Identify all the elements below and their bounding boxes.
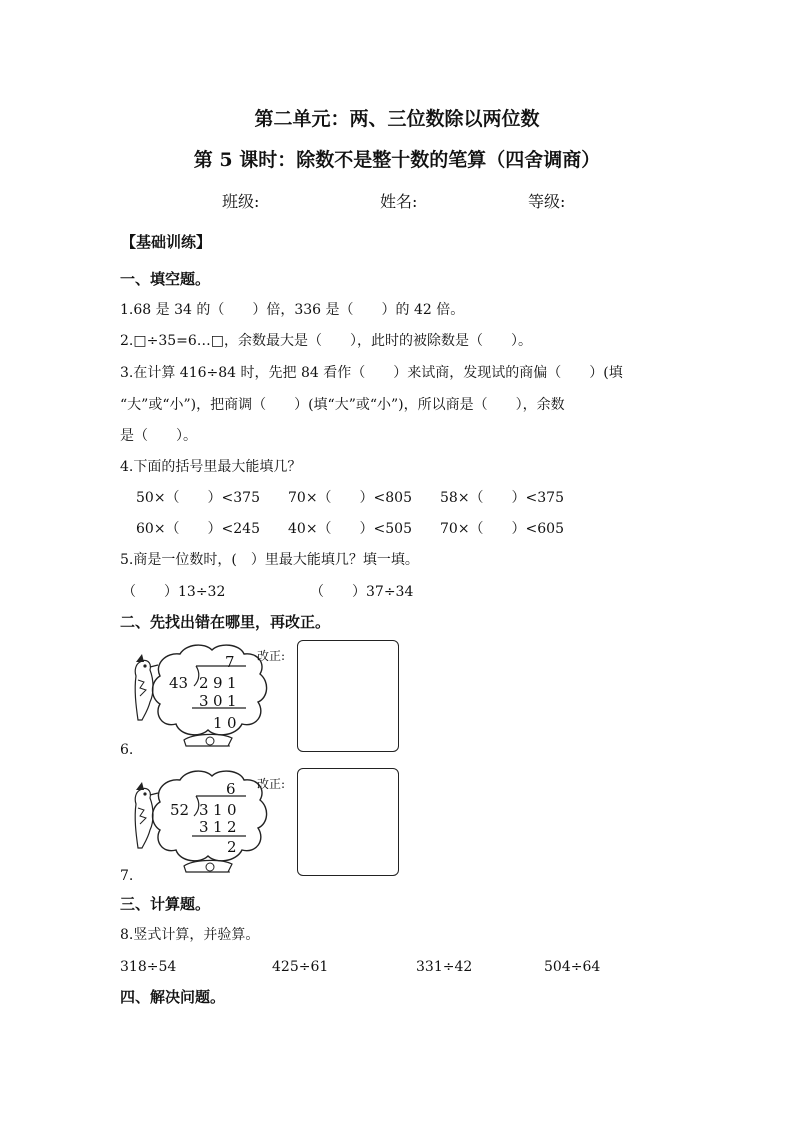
q4-item: 60×（ ）<245: [136, 521, 260, 537]
q7-product-digit: 2: [227, 818, 237, 836]
question-2: 2.□÷35=6…□，余数最大是（ ），此时的被除数是（ ）。: [120, 333, 532, 349]
q6-dividend-digit: 1: [227, 674, 237, 692]
section3-title: 三、计算题。: [120, 895, 211, 913]
q7-number: 7.: [120, 868, 134, 884]
q6-remainder-digit: 1: [213, 714, 223, 732]
q7-product-digit: 1: [213, 818, 223, 836]
q6-remainder-digit: 0: [227, 714, 237, 732]
q6-quotient: 7: [225, 653, 235, 671]
q7-dividend-digit: 0: [227, 801, 237, 819]
q7-quotient: 6: [226, 780, 236, 798]
q5-item: （ ）37÷34: [310, 584, 414, 600]
calc-item: 504÷64: [544, 959, 601, 975]
q7-product-digit: 3: [199, 818, 209, 836]
q6-product-digit: 3: [199, 692, 209, 710]
q7-answer-box[interactable]: [297, 768, 399, 876]
question-3-line1: 3.在计算 416÷84 时，先把 84 看作（ ）来试商，发现试的商偏（ ）(填: [120, 365, 623, 381]
q7-dividend-digit: 3: [199, 801, 209, 819]
q5-item: （ ）13÷32: [122, 584, 226, 600]
q6-answer-box[interactable]: [297, 640, 399, 752]
question-5: 5.商是一位数时，( ）里最大能填几？填一填。: [120, 552, 419, 568]
q4-item: 58×（ ）<375: [440, 490, 564, 506]
q4-item: 50×（ ）<375: [136, 490, 260, 506]
q6-divisor: 43: [169, 674, 189, 692]
q4-item: 70×（ ）<605: [440, 521, 564, 537]
question-3-line3: 是（ ）。: [120, 428, 197, 444]
q7-correct-label: 改正:: [257, 777, 286, 791]
basic-training-heading: 【基础训练】: [121, 233, 212, 251]
q7-divisor: 52: [170, 801, 190, 819]
q4-item: 70×（ ）<805: [288, 490, 412, 506]
section1-title: 一、填空题。: [120, 270, 211, 288]
q6-product-digit: 1: [227, 692, 237, 710]
lesson-title: 第 5 课时：除数不是整十数的笔算（四舍调商）: [193, 149, 601, 171]
q6-correct-label: 改正:: [257, 649, 286, 663]
q6-product-digit: 0: [213, 692, 223, 710]
calc-item: 331÷42: [416, 959, 473, 975]
question-4: 4.下面的括号里最大能填几？: [120, 459, 302, 475]
q6-number: 6.: [120, 742, 134, 758]
q4-item: 40×（ ）<505: [288, 521, 412, 537]
q7-remainder-digit: 2: [227, 838, 237, 856]
q7-dividend-digit: 1: [213, 801, 223, 819]
q6-dividend-digit: 2: [199, 674, 209, 692]
question-1: 1.68 是 34 的（ ）倍，336 是（ ）的 42 倍。: [120, 302, 465, 318]
section4-title: 四、解决问题。: [120, 988, 226, 1006]
grade-label: 等级:: [528, 192, 566, 211]
q6-dividend-digit: 9: [213, 674, 223, 692]
question-8: 8.竖式计算，并验算。: [120, 927, 260, 943]
class-label: 班级:: [222, 192, 260, 211]
question-3-line2: “大”或“小”)，把商调（ ）(填“大”或“小”)，所以商是（ ），余数: [120, 397, 565, 413]
calc-item: 425÷61: [272, 959, 329, 975]
calc-item: 318÷54: [120, 959, 177, 975]
section2-title: 二、先找出错在哪里，再改正。: [120, 613, 331, 631]
unit-title: 第二单元：两、三位数除以两位数: [254, 108, 540, 130]
name-label: 姓名:: [380, 192, 418, 211]
